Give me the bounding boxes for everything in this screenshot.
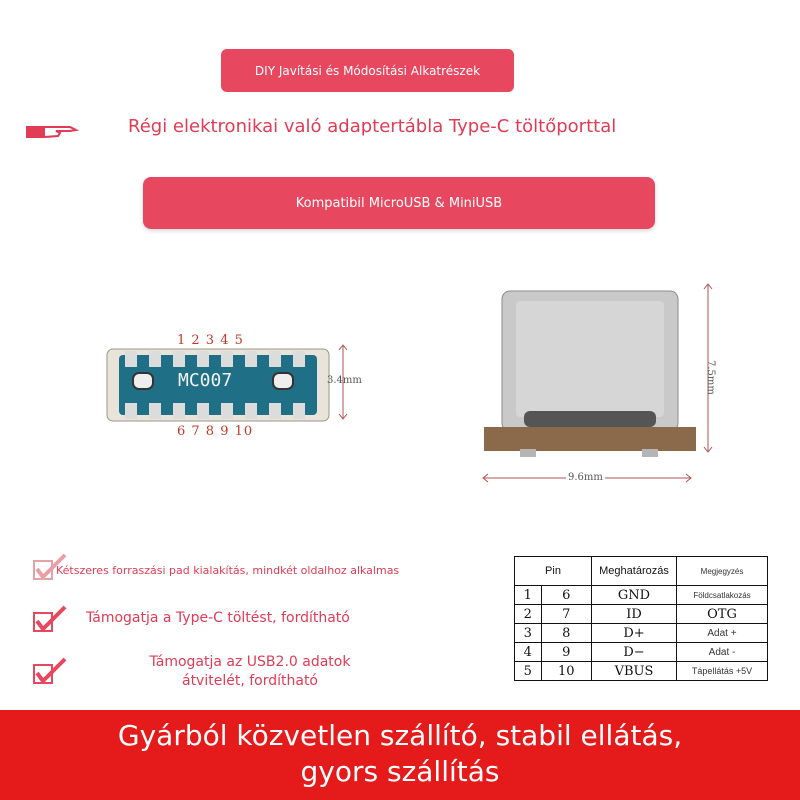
- table-row: [515, 605, 768, 624]
- connector-height-label: 7.5mm: [705, 360, 716, 395]
- pin-b: 10: [541, 662, 591, 681]
- table-row: [515, 643, 768, 662]
- pin-definition: VBUS: [592, 662, 677, 681]
- pin-a: 5: [515, 662, 542, 681]
- feature-typec-charging: [86, 610, 350, 626]
- feature-text: Támogatja a Type-C töltést, fordítható: [86, 610, 350, 626]
- table-header-note: Megjegyzés: [677, 557, 768, 586]
- pin-note: Földcsatlakozás: [677, 586, 768, 605]
- table-header-definition: Meghatározás: [592, 557, 677, 586]
- checkmark-icon: [33, 605, 69, 635]
- table-header-pin: Pin: [515, 557, 592, 586]
- pointing-hand-icon: [26, 122, 80, 140]
- connector-width-label: 9.6mm: [568, 472, 603, 483]
- pin-definition: ID: [592, 605, 677, 624]
- promo-banner: [0, 710, 800, 800]
- checkmark-icon: [33, 657, 69, 687]
- banner-line1: Gyárból közvetlen szállító, stabil ellátás,: [117, 719, 683, 752]
- feature-dual-pad: [56, 564, 399, 577]
- category-label: DIY Javítási és Módosítási Alkatrészek: [221, 49, 514, 92]
- feature-text: Kétszeres forraszási pad kialakítás, mindkét oldalhoz alkalmas: [56, 564, 400, 577]
- pin-note: Tápellátás +5V: [677, 662, 768, 681]
- feature-text-line1: Támogatja az USB2.0 adatok: [149, 654, 351, 670]
- feature-text-line2: átvitelét, fordítható: [181, 673, 318, 689]
- type-c-connector-photo: [480, 285, 700, 465]
- table-row: [515, 624, 768, 643]
- pin-b: 6: [541, 586, 591, 605]
- board-marking: MC007: [178, 370, 233, 391]
- table-row: [515, 586, 768, 605]
- pin-note: OTG: [677, 605, 768, 624]
- pin-a: 4: [515, 643, 542, 662]
- pin-definition: GND: [592, 586, 677, 605]
- pin-b: 8: [541, 624, 591, 643]
- product-subtitle: Régi elektronikai való adaptertábla Type-C töltőporttal: [128, 116, 617, 137]
- compat-label: Kompatibil MicroUSB & MiniUSB: [143, 177, 655, 229]
- pin-a: 3: [515, 624, 542, 643]
- pin-b: 9: [541, 643, 591, 662]
- pin-note: Adat -: [677, 643, 768, 662]
- pin-note: Adat +: [677, 624, 768, 643]
- feature-usb2-data: [130, 653, 370, 691]
- pin-definition-table: [514, 556, 768, 681]
- pin-a: 2: [515, 605, 542, 624]
- pin-b: 7: [541, 605, 591, 624]
- banner-line2: gyors szállítás: [300, 755, 500, 788]
- board-height-label: 3.4mm: [327, 375, 362, 386]
- pin-numbers-top: 1 2 3 4 5: [177, 333, 244, 348]
- pin-definition: D−: [592, 643, 677, 662]
- table-row: [515, 662, 768, 681]
- pin-numbers-bottom: 6 7 8 9 10: [177, 424, 254, 439]
- pin-a: 1: [515, 586, 542, 605]
- pin-definition: D+: [592, 624, 677, 643]
